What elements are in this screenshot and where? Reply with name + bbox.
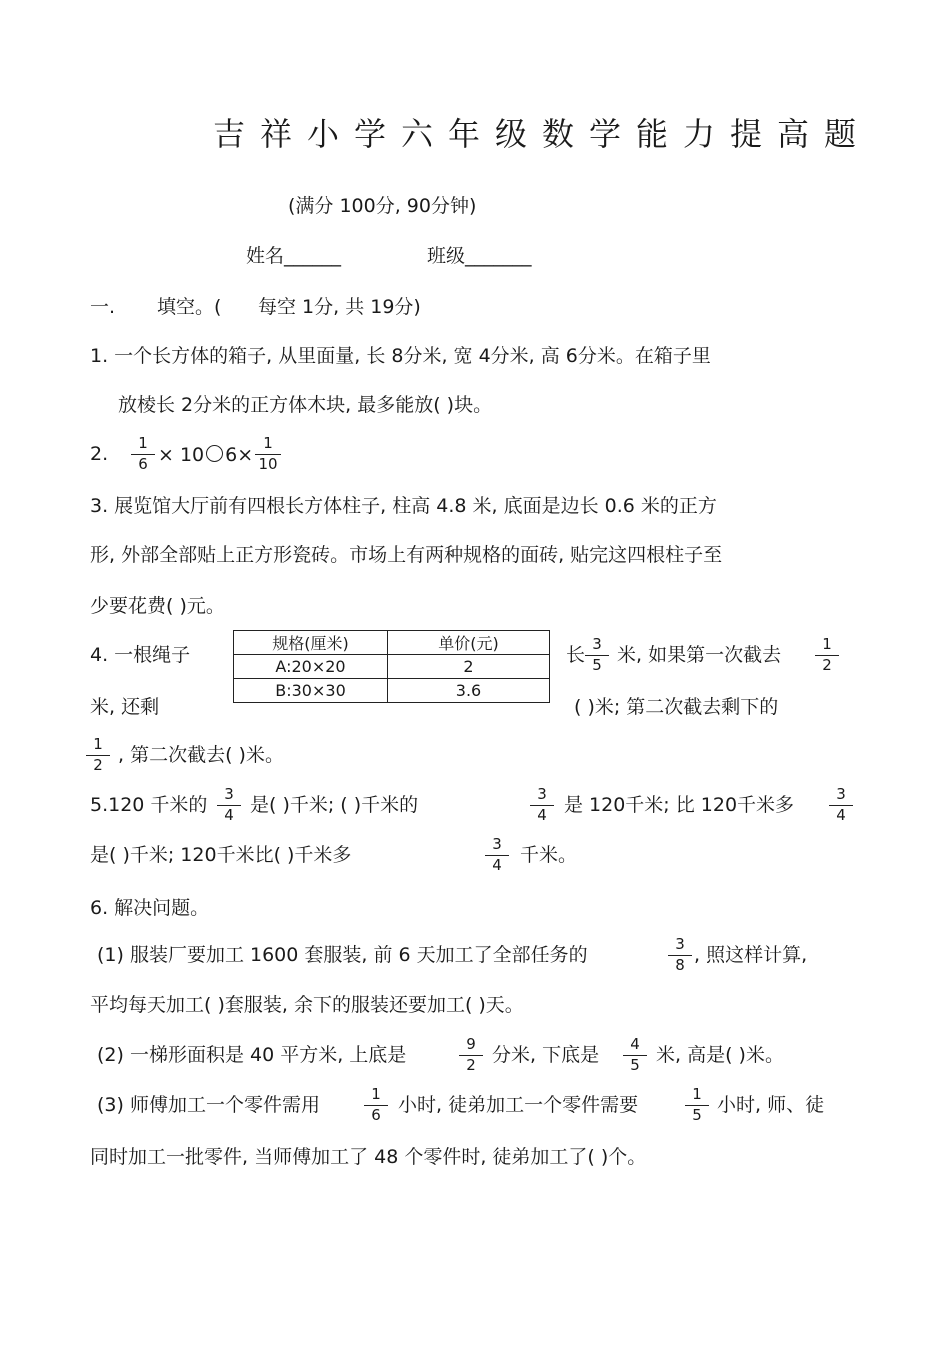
q1-line2: 放棱长 2分米的正方体木块, 最多能放( )块。 bbox=[118, 394, 493, 416]
q1-line1: 1. 一个长方体的箱子, 从里面量, 长 8分米, 宽 4分米, 高 6分米。在箱子里 bbox=[90, 345, 711, 367]
q6-3-text-end: 小时, 师、徒 bbox=[717, 1094, 825, 1116]
denominator: 6 bbox=[138, 455, 148, 473]
table-row bbox=[234, 679, 550, 703]
section-number: 一. bbox=[90, 296, 116, 318]
numerator: 1 bbox=[263, 434, 273, 452]
q6-1-text: (1) 服装厂要加工 1600 套服装, 前 6 天加工了全部任务的 bbox=[97, 944, 588, 966]
q6-2-text-end: 米, 高是( )米。 bbox=[656, 1044, 784, 1066]
q4-after-length: 米, 如果第一次截去 bbox=[617, 644, 782, 666]
denominator: 10 bbox=[258, 455, 278, 473]
table-cell: B:30×30 bbox=[234, 679, 388, 703]
q4-line2-left: 米, 还剩 bbox=[90, 696, 160, 718]
denominator: 2 bbox=[822, 656, 832, 674]
q6-2-text-mid: 分米, 下底是 bbox=[492, 1044, 600, 1066]
numerator: 1 bbox=[371, 1085, 381, 1103]
q6-1-text-end: , 照这样计算, bbox=[694, 944, 808, 966]
q6-3-text: (3) 师傅加工一个零件需用 bbox=[97, 1094, 320, 1116]
fraction bbox=[364, 1087, 388, 1123]
fraction bbox=[255, 436, 281, 472]
numerator: 3 bbox=[675, 935, 685, 953]
section-title: 填空。( bbox=[157, 296, 222, 318]
q6-3-text-mid: 小时, 徒弟加工一个零件需要 bbox=[398, 1094, 639, 1116]
fraction bbox=[829, 787, 853, 823]
q3-line1: 3. 展览馆大厅前有四根长方体柱子, 柱高 4.8 米, 底面是边长 0.6 米的正方 bbox=[90, 495, 717, 517]
table-cell: A:20×20 bbox=[234, 655, 388, 679]
fraction bbox=[530, 787, 554, 823]
q2-expr-left: × 10 bbox=[158, 444, 205, 466]
q6-heading: 6. 解决问题。 bbox=[90, 897, 210, 919]
tile-spec-table bbox=[233, 630, 550, 703]
denominator: 4 bbox=[224, 806, 234, 824]
denominator: 2 bbox=[93, 756, 103, 774]
fraction bbox=[815, 637, 839, 673]
numerator: 1 bbox=[692, 1085, 702, 1103]
page-title: 吉祥小学六年级数学能力提高题 bbox=[213, 115, 872, 153]
q4-line2-right: ( )米; 第二次截去剩下的 bbox=[574, 696, 779, 718]
compare-circle-blank bbox=[206, 445, 223, 462]
denominator: 5 bbox=[692, 1106, 702, 1124]
denominator: 4 bbox=[492, 856, 502, 874]
q5-part4: 是( )千米; 120千米比( )千米多 bbox=[90, 844, 352, 866]
numerator: 9 bbox=[466, 1035, 476, 1053]
numerator: 4 bbox=[630, 1035, 640, 1053]
denominator: 4 bbox=[836, 806, 846, 824]
name-field-label: 姓名______ bbox=[246, 245, 342, 267]
numerator: 3 bbox=[224, 785, 234, 803]
fraction bbox=[459, 1037, 483, 1073]
q3-line2: 形, 外部全部贴上正方形瓷砖。市场上有两种规格的面砖, 贴完这四根柱子至 bbox=[90, 544, 723, 566]
table-cell: 3.6 bbox=[388, 679, 550, 703]
fraction bbox=[585, 637, 609, 673]
section-scoring: 每空 1分, 共 19分) bbox=[258, 296, 421, 318]
q6-3-line2: 同时加工一批零件, 当师傅加工了 48 个零件时, 徒弟加工了( )个。 bbox=[90, 1146, 647, 1168]
table-header-row bbox=[234, 631, 550, 655]
table-header-cell: 规格(厘米) bbox=[234, 631, 388, 655]
denominator: 5 bbox=[592, 656, 602, 674]
numerator: 3 bbox=[492, 835, 502, 853]
denominator: 5 bbox=[630, 1056, 640, 1074]
class-field-label: 班级_______ bbox=[427, 245, 532, 267]
fraction bbox=[217, 787, 241, 823]
q5-part3: 是 120千米; 比 120千米多 bbox=[564, 794, 795, 816]
q5-part2: 是( )千米; ( )千米的 bbox=[250, 794, 419, 816]
denominator: 6 bbox=[371, 1106, 381, 1124]
exam-subtitle: (满分 100分, 90分钟) bbox=[288, 195, 477, 217]
q2-number: 2. bbox=[90, 443, 109, 465]
q4-line3: , 第二次截去( )米。 bbox=[118, 744, 284, 766]
numerator: 1 bbox=[138, 434, 148, 452]
q3-line3: 少要花费( )元。 bbox=[90, 595, 225, 617]
fraction bbox=[668, 937, 692, 973]
q5-part1: 5.120 千米的 bbox=[90, 794, 208, 816]
q6-2-text: (2) 一梯形面积是 40 平方米, 上底是 bbox=[97, 1044, 407, 1066]
table-row bbox=[234, 655, 550, 679]
fraction bbox=[685, 1087, 709, 1123]
q4-start: 4. 一根绳子 bbox=[90, 644, 191, 666]
table-header-cell: 单价(元) bbox=[388, 631, 550, 655]
fraction bbox=[485, 837, 509, 873]
fraction bbox=[131, 436, 155, 472]
q5-part5: 千米。 bbox=[520, 844, 578, 866]
denominator: 4 bbox=[537, 806, 547, 824]
numerator: 3 bbox=[592, 635, 602, 653]
numerator: 1 bbox=[93, 735, 103, 753]
fraction bbox=[86, 737, 110, 773]
numerator: 3 bbox=[836, 785, 846, 803]
fraction bbox=[623, 1037, 647, 1073]
q2-expression bbox=[158, 445, 253, 465]
q2-expr-right: 6× bbox=[225, 444, 254, 466]
numerator: 1 bbox=[822, 635, 832, 653]
denominator: 2 bbox=[466, 1056, 476, 1074]
q6-1-line2: 平均每天加工( )套服装, 余下的服装还要加工( )天。 bbox=[90, 994, 524, 1016]
table-cell: 2 bbox=[388, 655, 550, 679]
numerator: 3 bbox=[537, 785, 547, 803]
q4-long-label: 长 bbox=[566, 644, 586, 666]
denominator: 8 bbox=[675, 956, 685, 974]
